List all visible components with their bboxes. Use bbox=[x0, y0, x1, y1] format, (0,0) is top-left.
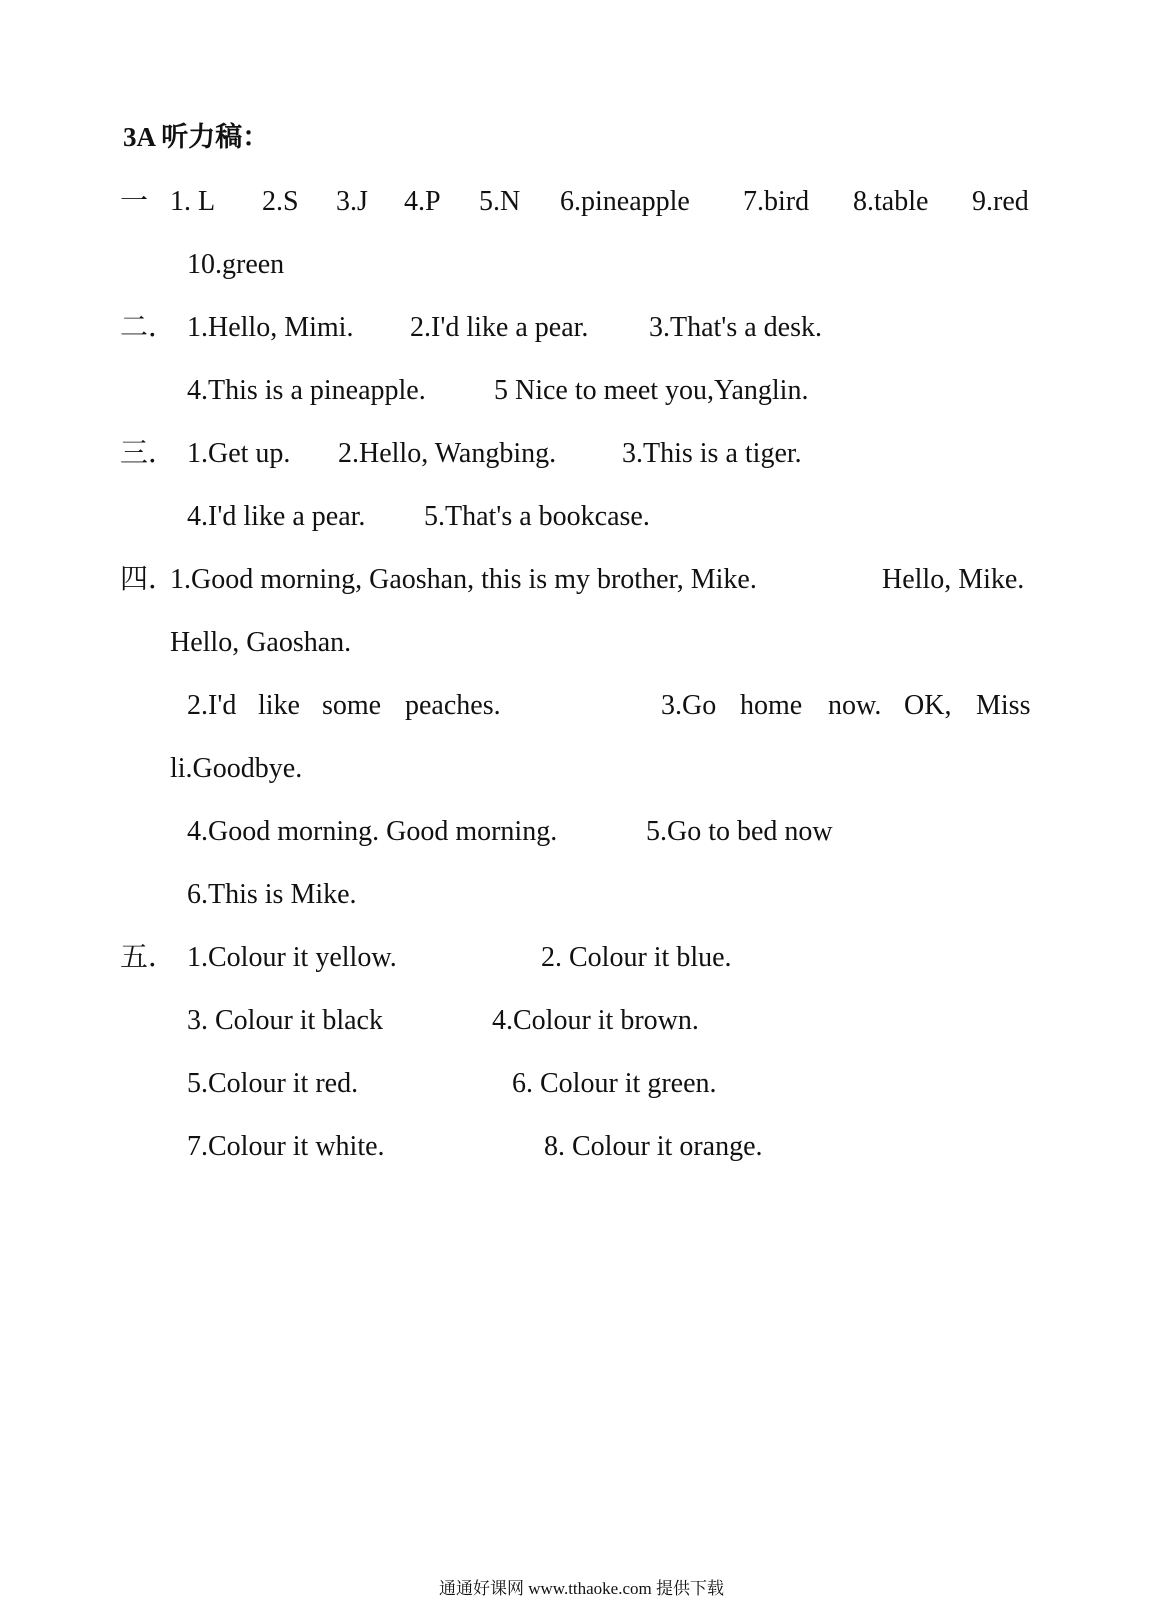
answer-item: 2. Colour it blue. bbox=[541, 942, 732, 973]
section-line bbox=[0, 308, 1163, 348]
answer-word: home bbox=[740, 690, 803, 721]
section-line bbox=[0, 560, 1163, 600]
section-marker: 二． bbox=[120, 312, 177, 343]
section-line bbox=[0, 749, 1163, 789]
answer-word: 3.Go bbox=[661, 690, 717, 721]
answer-item: 3.That's a desk. bbox=[649, 312, 823, 343]
answer-item: 1.Get up. bbox=[187, 438, 291, 469]
section-line bbox=[0, 182, 1163, 222]
answer-item: 7.Colour it white. bbox=[187, 1131, 385, 1162]
answer-item: Hello, Gaoshan. bbox=[170, 627, 352, 658]
answer-item: 8. Colour it orange. bbox=[544, 1131, 763, 1162]
answer-item: 9.red bbox=[972, 186, 1029, 217]
section-line bbox=[0, 371, 1163, 411]
page-title: 3A 听力稿： bbox=[123, 122, 270, 152]
answer-item: 6.pineapple bbox=[560, 186, 690, 217]
answer-item: 1.Colour it yellow. bbox=[187, 942, 397, 973]
answer-item: 10.green bbox=[187, 249, 285, 280]
answer-item: li.Goodbye. bbox=[170, 753, 303, 784]
answer-item: 4.P bbox=[404, 186, 441, 217]
section-line bbox=[0, 1064, 1163, 1104]
answer-word: like bbox=[258, 690, 300, 721]
section-line bbox=[0, 1001, 1163, 1041]
answer-word: OK, bbox=[904, 690, 952, 721]
answer-item: 2.Hello, Wangbing. bbox=[338, 438, 557, 469]
section-marker: 五． bbox=[120, 942, 177, 973]
answer-item: 3. Colour it black bbox=[187, 1005, 383, 1036]
answer-word: peaches. bbox=[405, 690, 501, 721]
answer-item: 5.Go to bed now bbox=[646, 816, 833, 847]
answer-item: 5.That's a bookcase. bbox=[424, 501, 650, 532]
section-line bbox=[0, 245, 1163, 285]
section-line bbox=[0, 1127, 1163, 1167]
answer-item: 1.Hello, Mimi. bbox=[187, 312, 354, 343]
answer-item: 7.bird bbox=[743, 186, 810, 217]
answer-item: 3.This is a tiger. bbox=[622, 438, 802, 469]
answer-item: 6. Colour it green. bbox=[512, 1068, 717, 1099]
answer-item: 6.This is Mike. bbox=[187, 879, 357, 910]
section-line bbox=[0, 497, 1163, 537]
section-marker: 三． bbox=[120, 438, 177, 469]
answer-word: now. bbox=[828, 690, 882, 721]
section-line bbox=[0, 875, 1163, 915]
section-line bbox=[0, 434, 1163, 474]
answer-word: 2.I'd bbox=[187, 690, 237, 721]
answer-item: 2.S bbox=[262, 186, 299, 217]
answer-item: 4.Colour it brown. bbox=[492, 1005, 699, 1036]
answer-item: 2.I'd like a pear. bbox=[410, 312, 589, 343]
answer-item: Hello, Mike. bbox=[882, 564, 1025, 595]
section-line bbox=[0, 686, 1163, 726]
answer-item: 1. L bbox=[170, 186, 216, 217]
answer-word: Miss bbox=[976, 690, 1031, 721]
section-line bbox=[0, 812, 1163, 852]
section-line bbox=[0, 938, 1163, 978]
answer-item: 1.Good morning, Gaoshan, this is my brother, Mike. bbox=[170, 564, 757, 595]
answer-item: 4.Good morning. Good morning. bbox=[187, 816, 558, 847]
answer-item: 4.This is a pineapple. bbox=[187, 375, 426, 406]
section-line bbox=[0, 623, 1163, 663]
section-marker: 四． bbox=[120, 564, 177, 595]
answer-item: 8.table bbox=[853, 186, 929, 217]
answer-item: 5.Colour it red. bbox=[187, 1068, 359, 1099]
answer-word: some bbox=[322, 690, 382, 721]
footer-source-note: 通通好课网 www.tthaoke.com 提供下载 bbox=[438, 1579, 725, 1598]
section-marker: 一 bbox=[120, 186, 149, 217]
answer-item: 4.I'd like a pear. bbox=[187, 501, 366, 532]
answer-item: 3.J bbox=[336, 186, 368, 217]
answer-item: 5.N bbox=[479, 186, 521, 217]
answer-item: 5 Nice to meet you,Yanglin. bbox=[494, 375, 809, 406]
